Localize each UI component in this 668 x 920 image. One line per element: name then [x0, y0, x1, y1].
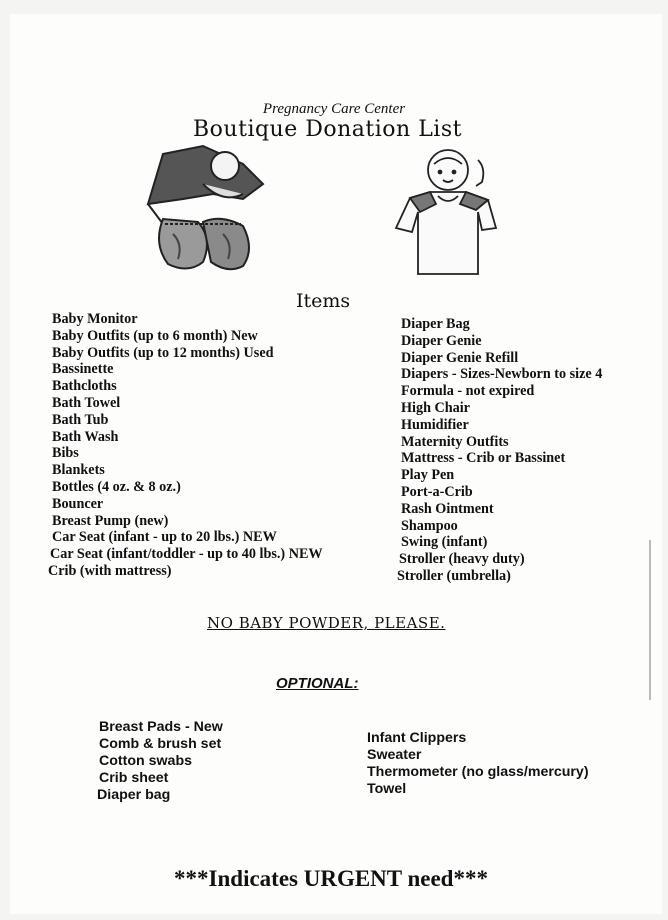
list-item: Humidifier	[401, 416, 469, 433]
list-item: Baby Monitor	[52, 311, 138, 327]
list-item: Sweater	[367, 747, 422, 763]
list-item: Breast Pump (new)	[52, 512, 169, 529]
list-item: Towel	[367, 781, 407, 797]
list-item: Bouncer	[52, 495, 104, 512]
list-item: Bathcloths	[52, 378, 117, 395]
optional-heading: OPTIONAL:	[276, 675, 359, 692]
list-item: Shampoo	[401, 517, 458, 534]
items-list-left	[48, 311, 323, 580]
list-item: Baby Outfits (up to 6 month) New	[52, 327, 258, 344]
items-list-right	[397, 316, 603, 585]
urgent-footer: ***Indicates URGENT need***	[174, 866, 488, 891]
list-item: High Chair	[401, 399, 470, 416]
list-item: Bath Tub	[52, 411, 109, 428]
list-item: Crib sheet	[99, 770, 169, 786]
list-item: Diaper Genie	[401, 332, 482, 349]
list-item: Diaper Bag	[401, 316, 470, 332]
list-item: Diaper Genie Refill	[401, 349, 519, 366]
list-item: Bassinette	[52, 361, 114, 378]
list-item: Breast Pads - New	[99, 719, 223, 735]
list-item: Cotton swabs	[99, 753, 193, 769]
list-item: Baby Outfits (up to 12 months) Used	[52, 344, 274, 361]
list-item: Rash Ointment	[401, 500, 494, 517]
list-item: Bottles (4 oz. & 8 oz.)	[52, 478, 181, 495]
page-title: Boutique Donation List	[193, 117, 462, 142]
organization-name: Pregnancy Care Center	[262, 101, 406, 117]
list-item: Thermometer (no glass/mercury)	[367, 764, 589, 780]
items-heading: Items	[296, 290, 351, 312]
list-item: Crib (with mattress)	[48, 562, 172, 579]
optional-list-left	[99, 719, 223, 804]
list-item: Car Seat (infant - up to 20 lbs.) NEW	[52, 529, 277, 546]
baby-with-clothes-icon	[143, 144, 270, 274]
list-item: Port-a-Crib	[401, 483, 473, 500]
list-item: Maternity Outfits	[401, 433, 509, 450]
optional-list-right	[367, 730, 589, 798]
scan-mark	[649, 540, 651, 700]
list-item: Diapers - Sizes-Newborn to size 4	[401, 366, 603, 383]
list-item: Comb & brush set	[99, 736, 222, 752]
list-item: Stroller (umbrella)	[397, 567, 511, 584]
list-item: Play Pen	[401, 467, 455, 484]
baby-shirt-icon	[390, 146, 505, 278]
no-baby-powder-notice: NO BABY POWDER, PLEASE.	[207, 614, 446, 632]
list-item: Stroller (heavy duty)	[399, 551, 525, 568]
list-item: Bibs	[52, 445, 79, 462]
list-item: Bath Towel	[52, 394, 121, 411]
list-item: Diaper bag	[97, 787, 171, 803]
list-item: Car Seat (infant/toddler - up to 40 lbs.) NEW	[50, 546, 323, 563]
list-item: Mattress - Crib or Bassinet	[401, 450, 566, 467]
list-item: Blankets	[52, 462, 105, 479]
list-item: Formula - not expired	[401, 383, 535, 400]
list-item: Bath Wash	[52, 428, 119, 445]
list-item: Swing (infant)	[401, 534, 488, 551]
list-item: Infant Clippers	[367, 730, 467, 746]
